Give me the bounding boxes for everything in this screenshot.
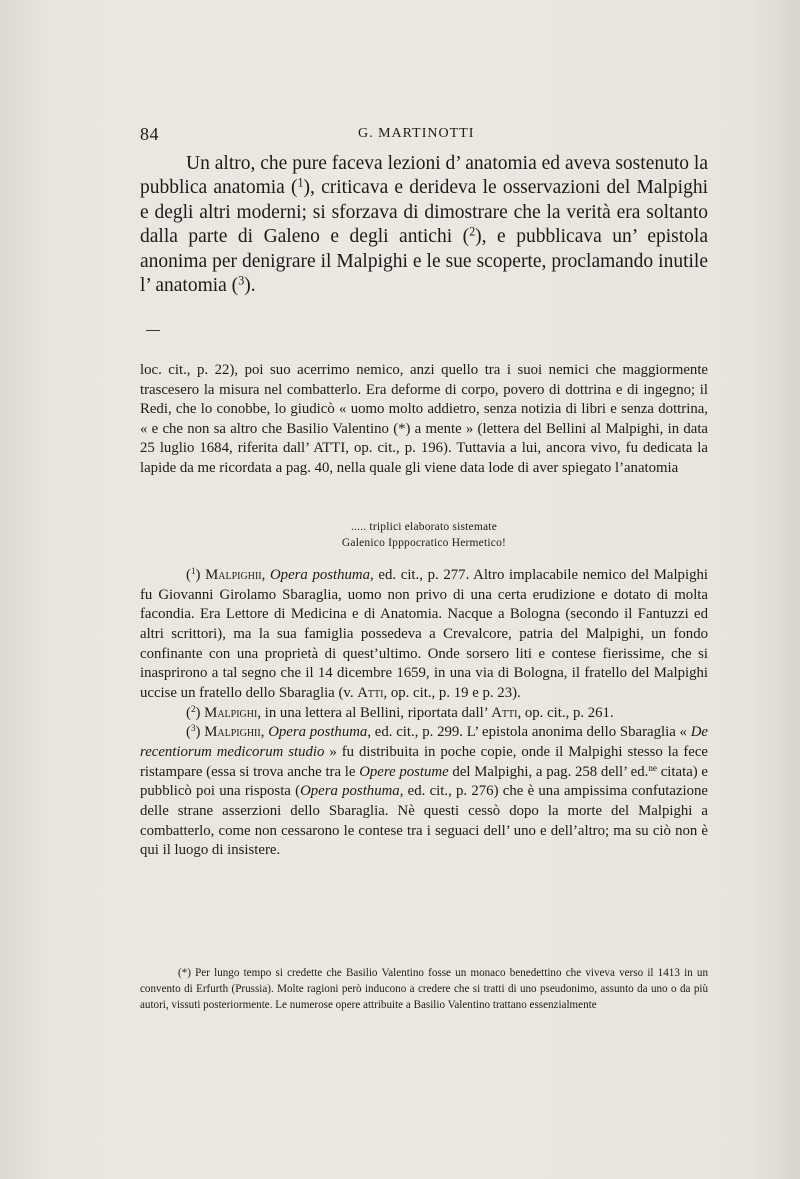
- footnote-continuation: loc. cit., p. 22), poi suo acerrimo nemico, anzi quello tra i suoi nemici che maggiormente trascesero la misura nel combatterlo. Era deforme di corpo, povero di dottrina e di ingegno; il Redi, che lo conobbe, lo giudicò « uomo molto addietro, senza notizia di libri e senza dottrina, « e che non sa altro che Basilio Valentino (*) a mente » (lettera del Bellini al Malpighi, in data 25 luglio 1684, riferita dall’ ATTI, op. cit., p. 196). Tuttavia a lui, ancora vivo, fu dedicata la lapide da me ricordata a pag. 40, nella quale gli viene data lode di aver spiegato l’anatomia: [140, 362, 708, 476]
- footnote-ref-1: 1: [297, 175, 304, 190]
- footnote-text: , ed. cit., p. 276) che è una ampissima confutazione delle strane asserzioni dello Sbaraglia. Nè questi cessò dopo la morte del Malpighi a combatterlo, come non cessarono le contese tra i seguaci dell’ uno e dell’altro; ma su ciò non è qui il luogo di insistere.: [140, 783, 708, 859]
- epitaph-quote: [140, 520, 708, 551]
- main-paragraph: [140, 152, 708, 298]
- footnote-number: 2: [190, 703, 196, 714]
- footnote-citation: Atti: [357, 684, 384, 701]
- main-text-part: ), criticava e derideva le osservazioni del Malpighi e degli altri moderni; si sforzava di dimostrare che la verità era soltanto dalla parte di Galeno e degli antichi (: [140, 177, 709, 248]
- footnotes: [140, 566, 708, 861]
- footnote-2: ($^2$) Malpighi, in una lettera al Bellini, riportata dall’ Atti, op. cit., p. 261.: [186, 703, 614, 721]
- footnote-number: 1: [190, 565, 196, 576]
- footnote-1: ($^1$) Malpighii, Opera posthuma, ed. cit., p. 277. Altro implacabile nemico del Malpighi fu Giovanni Girolamo Sbaraglia, uomo non privo di una certa erudizione e dotato di molta facondia. Era Lettore di Medicina e di Anatomia. Nacque a Bologna (secondo il Fantuzzi ed altri scrittori), ma la sua famiglia possedeva a Crevalcore, patria del Malpighi, un fondo confinante con una proprietà di quest’ultimo. Onde sorsero liti e contese fierissime, che si inasprirono a tal segno che il 14 dicembre 1659, in una via di Bologna, il fratello del Malpighi uccise un fratello dello Sbaraglia (v. Atti, op. cit., p. 19 e p. 23).: [140, 565, 708, 701]
- footnote-title: Opera posthuma: [268, 724, 368, 741]
- footnote-author: Malpighii: [205, 567, 262, 583]
- footnote-title: Opera posthuma: [269, 567, 371, 583]
- footnote-text: , in una lettera al Bellini, riportata dall’: [257, 704, 492, 721]
- running-head-author: G. MARTINOTTI: [358, 126, 475, 141]
- footnote-work-title: Opere postume: [359, 763, 449, 780]
- footnote-text: , ed. cit., p. 299. L’ epistola anonima dello Sbaraglia «: [367, 724, 691, 741]
- footnote-text: » fu distribuita in poche copie, onde il Malpighi stesso la fece ristampare (essa si trova anche tra le: [140, 743, 708, 780]
- footnote-number: 3: [190, 723, 196, 734]
- quote-line-2: Galenico Ipppocratico Hermetico!: [341, 536, 507, 549]
- footnote-author: Malpighi: [204, 704, 258, 721]
- superscript-abbrev: ne: [648, 762, 657, 773]
- footnote-text: del Malpighi, a pag. 258 dell’ ed.: [448, 763, 649, 780]
- quote-line-1: ..... triplici elaborato sistemate: [350, 521, 498, 533]
- footnote-3: ($^3$) Malpighii, Opera posthuma, ed. cit., p. 299. L’ epistola anonima dello Sbaraglia « De recentiorum medicorum studio » fu distribuita in poche copie, onde il Malpighi stesso la fece ristampare (essa si trova anche tra le Opere postume del Malpighi, a pag. 258 dell’ ed.$^{ne}$ citata) e pubblicò poi una risposta (Opera posthuma, ed. cit., p. 276) che è una ampissima confutazione delle strane asserzioni dello Sbaraglia. Nè questi cessò dopo la morte del Malpighi a combatterlo, come non cessarono le contese tra i seguaci dell’ uno e dell’altro; ma su ciò non è qui il luogo di insistere.: [140, 723, 708, 859]
- footnote-ref-2: 2: [469, 224, 476, 239]
- footnote-text: citata) e pubblicò poi una risposta (: [140, 763, 708, 800]
- asterisk-footnote: (*) Per lungo tempo si credette che Basilio Valentino fosse un monaco benedettino che viveva verso il 1413 in un convento di Erfurth (Prussia). Molte ragioni però inducono a credere che si tratti di uno pseudonimo, assunto da uno o da più autori, vissuti posteriormente. Le numerose opere attribuite a Basilio Valentino trattano essenzialmente: [140, 967, 708, 1012]
- main-text-part: Un altro, che pure faceva lezioni d’ anatomia ed aveva sostenuto la pubblica anatomia (: [140, 153, 708, 199]
- footnote-citation: Atti: [491, 704, 518, 721]
- footnote-work-title: De recentiorum medicorum studio: [140, 724, 708, 760]
- page-number: 84: [140, 124, 159, 144]
- footnote-text: , op. cit., p. 261.: [517, 704, 614, 721]
- footnote-text: , ed. cit., p. 277. Altro implacabile nemico del Malpighi fu Giovanni Girolamo Sbaraglia, uomo non privo di una certa erudizione e dotato di molta facondia. Era Lettore di Medicina e di Anatomia. Nacque a Bologna (secondo il Fantuzzi ed altri scrittori), ma la sua famiglia possedeva a Crevalcore, patria del Malpighi, un fondo confinante con una proprietà di quest’ultimo. Onde sorsero liti e contese fierissime, che si inasprirono a tal segno che il 14 dicembre 1659, in una via di Bologna, il fratello del Malpighi uccise un fratello dello Sbaraglia (v.: [140, 567, 708, 701]
- footnote-text: , op. cit., p. 19 e p. 23).: [383, 684, 521, 701]
- footnote-separator: [146, 330, 160, 331]
- footnote-ref-3: 3: [238, 273, 245, 288]
- footnote-author: Malpighii: [204, 724, 261, 741]
- running-header: [140, 124, 708, 146]
- main-text-part: ), e pubblicava un’ epistola anonima per denigrare il Malpighi e le sue scoperte, proclamando inutile l’ anatomia (: [140, 226, 708, 297]
- footnote-work-title: Opera posthuma: [300, 783, 400, 800]
- main-text-part: ).: [244, 275, 256, 297]
